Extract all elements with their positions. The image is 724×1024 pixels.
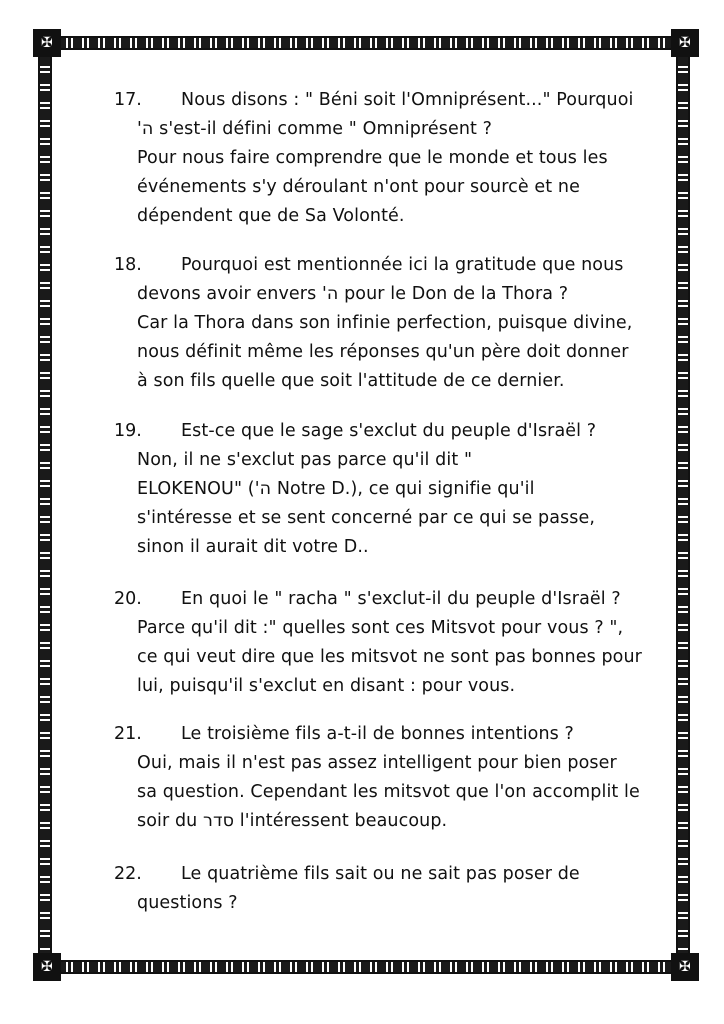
corner-ornament-icon: ✠ [33, 953, 61, 981]
answer-line: nous définit même les réponses qu'un père doit donner [137, 342, 629, 362]
border-bottom [52, 960, 680, 974]
answer-line: Pour nous faire comprendre que le monde et tous les [137, 148, 608, 168]
answer-line: ce qui veut dire que les mitsvot ne sont pas bonnes pour [137, 647, 642, 667]
answer-line: s'intéresse et se sent concerné par ce qui se passe, [137, 508, 596, 528]
question-number: 18. [114, 255, 142, 275]
question-item-17 [114, 86, 633, 231]
question-number: 17. [114, 90, 142, 110]
border-left [38, 50, 52, 960]
answer-line: lui, puisqu'il s'exclut en disant : pour vous. [137, 676, 516, 696]
corner-ornament-icon: ✠ [33, 29, 61, 57]
question-item-20 [114, 585, 642, 701]
question-number: 21. [114, 724, 142, 744]
question-line: En quoi le " racha " s'exclut-il du peuple d'Israël ? [181, 589, 621, 609]
question-number: 22. [114, 864, 142, 884]
question-line: Le quatrième fils sait ou ne sait pas poser de [181, 864, 580, 884]
question-item-22 [114, 860, 580, 918]
corner-ornament-icon: ✠ [671, 953, 699, 981]
answer-line: événements s'y déroulant n'ont pour sourcè et ne [137, 177, 580, 197]
answer-line: sinon il aurait dit votre D.. [137, 537, 369, 557]
question-line: Le troisième fils a-t-il de bonnes intentions ? [181, 724, 574, 744]
answer-line: ELOKENOU" ('ה Notre D.), ce qui signifie qu'il [137, 479, 535, 499]
border-top [52, 36, 680, 50]
question-item-21 [114, 720, 640, 836]
border-right [676, 50, 690, 960]
question-number: 20. [114, 589, 142, 609]
question-line: Est-ce que le sage s'exclut du peuple d'Israël ? [181, 421, 597, 441]
answer-line: sa question. Cependant les mitsvot que l'on accomplit le [137, 782, 640, 802]
answer-line: à son fils quelle que soit l'attitude de ce dernier. [137, 371, 565, 391]
question-line: 'ה s'est-il défini comme " Omniprésent ? [137, 119, 493, 139]
question-item-19 [114, 417, 596, 562]
answer-line: soir du סדר l'intéressent beaucoup. [137, 811, 448, 831]
corner-ornament-icon: ✠ [671, 29, 699, 57]
question-line: Nous disons : " Béni soit l'Omniprésent..." Pourquoi [181, 90, 634, 110]
question-line: devons avoir envers 'ה pour le Don de la Thora ? [137, 284, 569, 304]
question-number: 19. [114, 421, 142, 441]
answer-line: dépendent que de Sa Volonté. [137, 206, 405, 226]
answer-line: Non, il ne s'exclut pas parce qu'il dit " [137, 450, 473, 470]
question-line: Pourquoi est mentionnée ici la gratitude que nous [181, 255, 624, 275]
question-item-18 [114, 251, 632, 396]
answer-line: Car la Thora dans son infinie perfection, puisque divine, [137, 313, 633, 333]
answer-line: Oui, mais il n'est pas assez intelligent pour bien poser [137, 753, 617, 773]
answer-line: Parce qu'il dit :" quelles sont ces Mitsvot pour vous ? ", [137, 618, 624, 638]
question-line: questions ? [137, 893, 238, 913]
